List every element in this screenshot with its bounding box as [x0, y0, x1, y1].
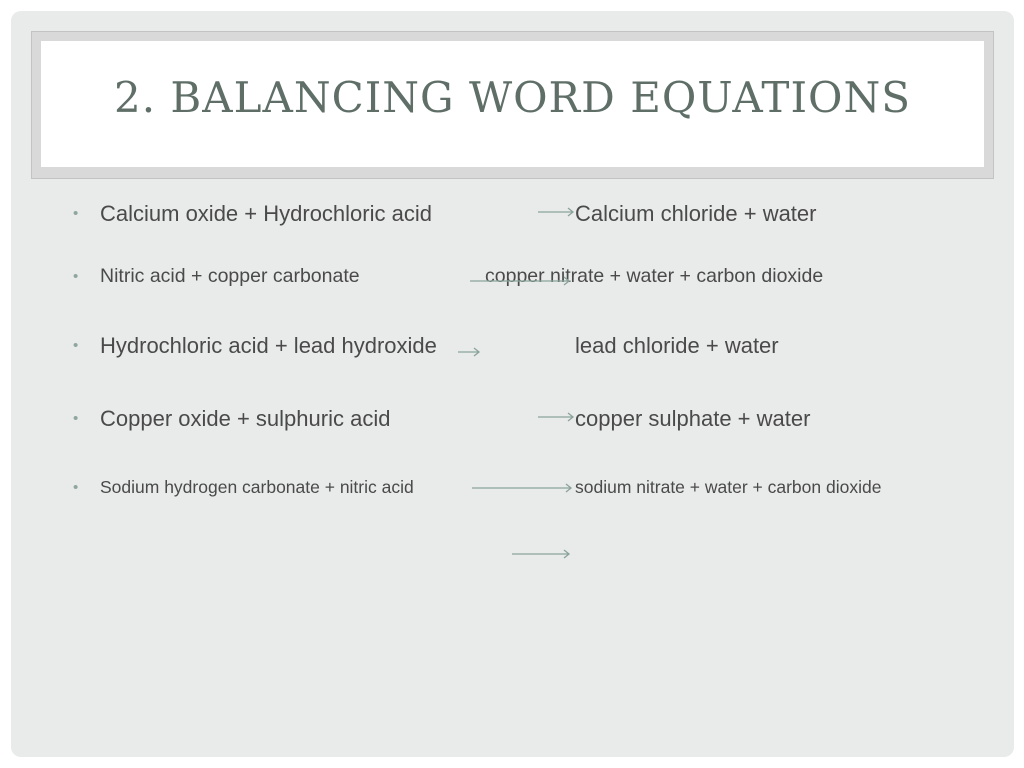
- bullet-icon: •: [73, 479, 79, 496]
- arrow-right-icon: [469, 274, 573, 288]
- bullet-icon: •: [73, 205, 79, 222]
- equation-2-products: copper nitrate + water + carbon dioxide: [485, 265, 824, 287]
- equation-1-reactants: Calcium oxide + Hydrochloric acid: [100, 201, 432, 226]
- equation-row-1: [73, 201, 973, 227]
- stray-arrow-icon: [511, 547, 573, 561]
- bullet-icon: •: [73, 410, 79, 427]
- title-box: [41, 41, 984, 167]
- equation-row-2: [73, 265, 973, 289]
- bullet-icon: •: [73, 268, 79, 285]
- equation-4-reactants: Copper oxide + sulphuric acid: [100, 406, 391, 431]
- arrow-right-icon: [537, 207, 575, 217]
- arrow-right-icon: [471, 482, 575, 494]
- equation-5-reactants: Sodium hydrogen carbonate + nitric acid: [100, 477, 414, 497]
- title-frame: [31, 31, 994, 179]
- equation-1-products: Calcium chloride + water: [575, 201, 817, 226]
- equation-2-reactants: Nitric acid + copper carbonate: [100, 265, 360, 287]
- equation-3-reactants: Hydrochloric acid + lead hydroxide: [100, 333, 437, 358]
- equation-3-products: lead chloride + water: [575, 333, 779, 358]
- equation-row-5: [73, 477, 973, 499]
- equation-4-products: copper sulphate + water: [575, 406, 811, 431]
- arrow-right-icon: [457, 346, 483, 358]
- bullet-icon: •: [73, 337, 79, 354]
- equation-5-products: sodium nitrate + water + carbon dioxide: [575, 477, 882, 497]
- equation-row-4: [73, 406, 973, 432]
- slide: [11, 11, 1014, 757]
- arrow-right-icon: [537, 412, 575, 422]
- slide-title: 2. BALANCING WORD EQUATIONS: [113, 73, 911, 122]
- equation-row-3: [73, 333, 973, 359]
